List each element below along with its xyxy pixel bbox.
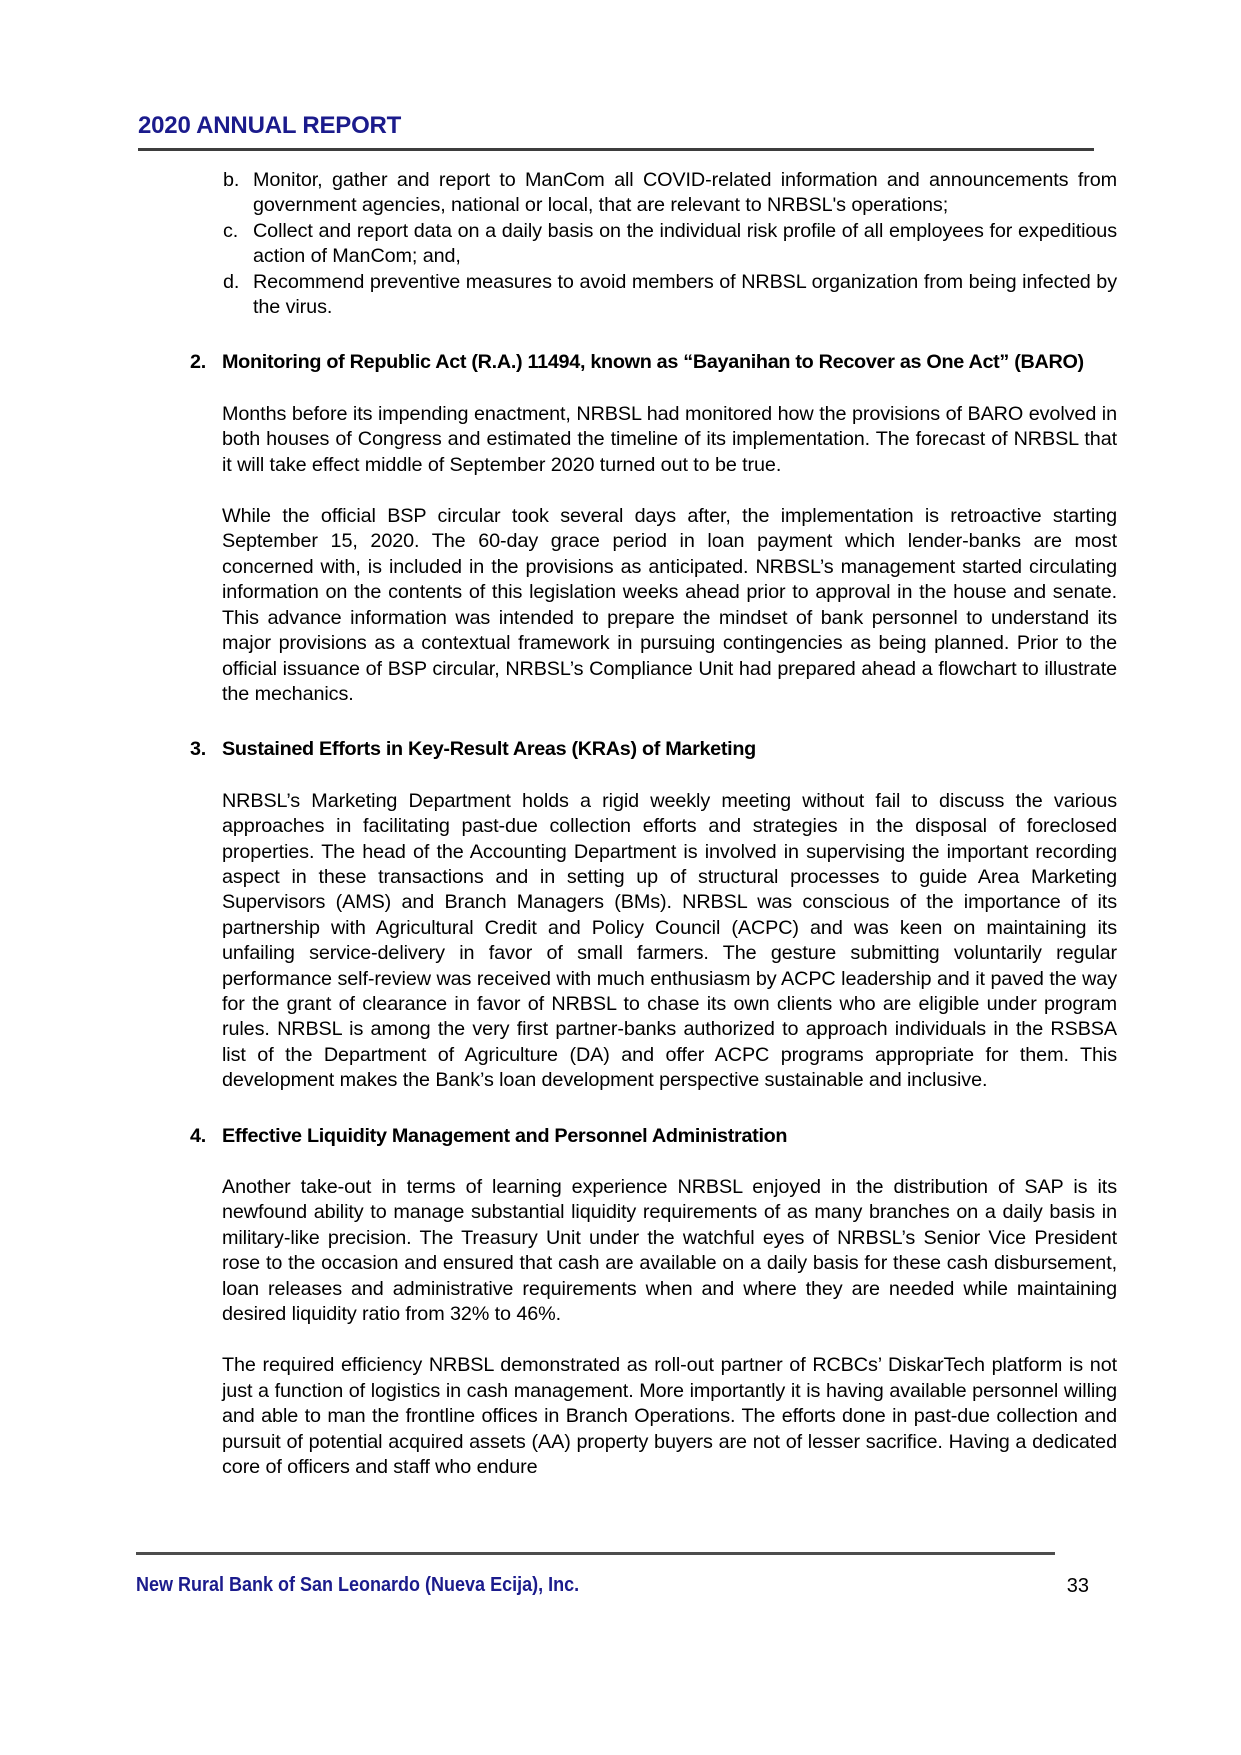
section-4-paragraph-2: The required efficiency NRBSL demonstrated as roll-out partner of RCBCs’ DiskarTech platform is not just a function of logistics in cash management. More importantly it is having available personnel willing and able to man the frontline offices in Branch Operations. The efforts done in past-due collection and pursuit of potential acquired assets (AA) property buyers are not of lesser sacrifice. Having a dedicated core of officers and staff who endure [222, 1354, 1117, 1479]
section-4-heading-text: Effective Liquidity Management and Personnel Administration [222, 1124, 788, 1147]
section-4-paragraph-1: Another take-out in terms of learning experience NRBSL enjoyed in the distribution of SAP is its newfound ability to manage substantial liquidity requirements of as many branches on a daily basis in military-like precision. The Treasury Unit under the watchful eyes of NRBSL’s Senior Vice President rose to the occasion and ensured that cash are available on a daily basis for these cash disbursement, loan releases and administrative requirements when and where they are needed while maintaining desired liquidity ratio from 32% to 46%. [222, 1176, 1117, 1326]
list-item-c-text: Collect and report data on a daily basis on the individual risk profile of all employees for expeditious action of ManCom; and, [253, 219, 1117, 268]
section-2-heading [190, 350, 1117, 375]
report-header-title: 2020 ANNUAL REPORT [138, 112, 402, 139]
section-2 [190, 350, 1117, 707]
section-3-heading-text: Sustained Efforts in Key-Result Areas (KRAs) of Marketing [222, 738, 756, 761]
section-3-heading [190, 737, 1117, 762]
section-4-number: 4. [190, 1124, 206, 1147]
header-divider [138, 148, 1094, 151]
list-item-b-text: Monitor, gather and report to ManCom all COVID-related information and announcements from government agencies, national or local, that are relevant to NRBSL's operations; [253, 169, 1117, 217]
page-number: 33 [1066, 1575, 1089, 1597]
list-item-d-text: Recommend preventive measures to avoid members of NRBSL organization from being infected by the virus. [253, 270, 1117, 319]
section-3-paragraph-1: NRBSL’s Marketing Department holds a rigid weekly meeting without fail to discuss the various approaches in facilitating past-due collection efforts and strategies in the disposal of foreclosed properties. The head of the Accounting Department is involved in supervising the important recording aspect in these transactions and in setting up of structural processes to guide Area Marketing Supervisors (AMS) and Branch Managers (BMs). NRBSL was conscious of the importance of its partnership with Agricultural Credit and Policy Council (ACPC) and was keen on maintaining its unfailing service-delivery in favor of small farmers. The gesture submitting voluntarily regular performance self-review was received with much enthusiasm by ACPC leadership and it paved the way for the grant of clearance in favor of NRBSL to chase its own clients who are eligible under program rules. NRBSL is among the very first partner-banks authorized to approach individuals in the RSBSA list of the Department of Agriculture (DA) and offer ACPC programs appropriate for them. This development makes the Bank’s loan development perspective sustainable and inclusive. [222, 789, 1117, 1092]
section-3 [190, 737, 1117, 1093]
section-2-paragraph-2: While the official BSP circular took several days after, the implementation is retroactive starting September 15, 2020. The 60-day grace period in loan payment which lender-banks are most concerned with, is included in the provisions as anticipated. NRBSL’s management started circulating information on the contents of this legislation weeks ahead prior to approval in the house and senate. This advance information was intended to prepare the mindset of bank personnel to understand its major provisions as a contextual framework in pursuing contingencies as being planned. Prior to the official issuance of BSP circular, NRBSL’s Compliance Unit had prepared ahead a flowchart to illustrate the mechanics. [222, 505, 1117, 705]
section-4-heading [190, 1124, 1117, 1149]
list-item-c [190, 219, 1117, 270]
list-item-c-label: c. [223, 219, 239, 242]
list-item-b-label: b. [223, 169, 240, 191]
list-item-b [190, 168, 1117, 219]
footer-divider [136, 1552, 1055, 1555]
list-item-d-label: d. [223, 270, 240, 293]
section-2-paragraph-1: Months before its impending enactment, NRBSL had monitored how the provisions of BARO evolved in both houses of Congress and estimated the timeline of its implementation. The forecast of NRBSL that it will take effect middle of September 2020 turned out to be true. [222, 402, 1117, 476]
section-4 [190, 1124, 1117, 1481]
list-item-d [190, 270, 1117, 321]
page-body [190, 168, 1117, 1480]
section-2-heading-text: Monitoring of Republic Act (R.A.) 11494, known as “Bayanihan to Recover as One Act” (BARO) [222, 351, 1084, 374]
footer-bank-name: New Rural Bank of San Leonardo (Nueva Ecija), Inc. [136, 1574, 580, 1596]
section-2-number: 2. [190, 351, 206, 374]
section-3-number: 3. [190, 738, 206, 761]
